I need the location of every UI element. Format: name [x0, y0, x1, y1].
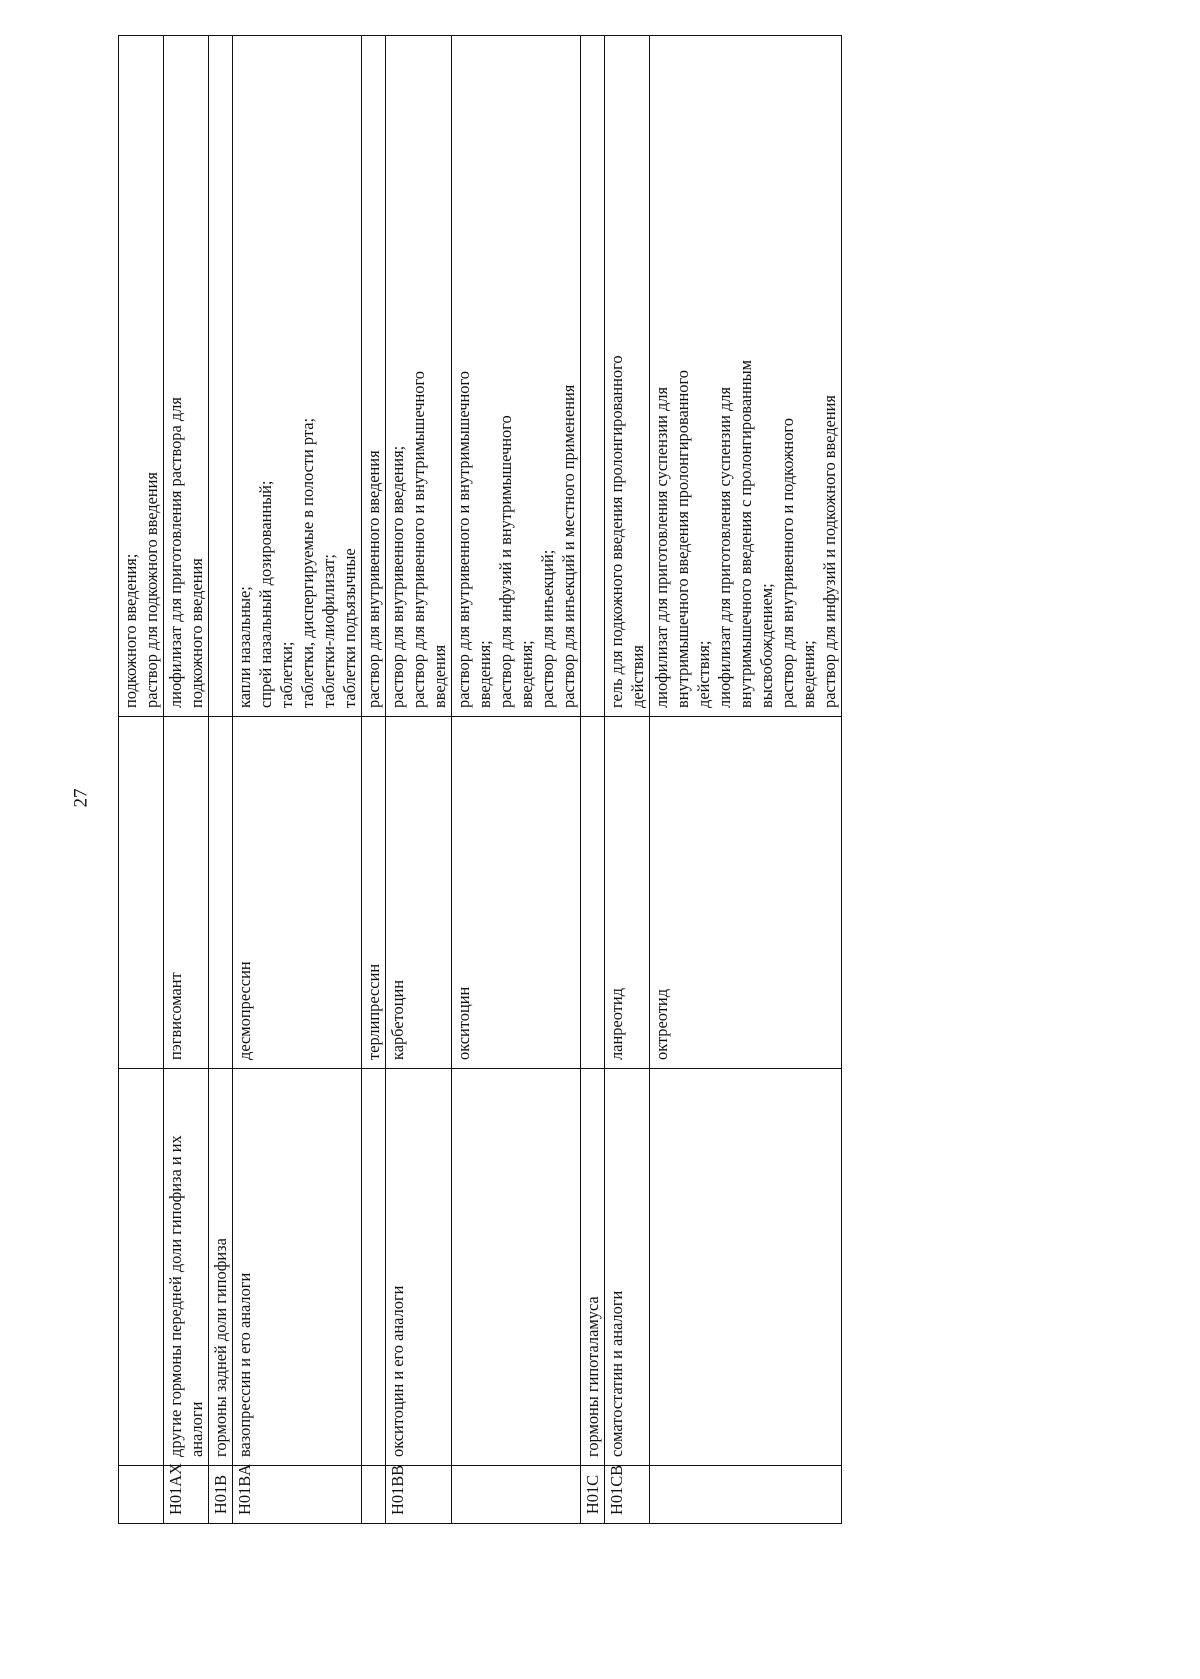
- medications-table: [118, 35, 842, 1524]
- drug-name-cell: окситоцин: [452, 717, 581, 1069]
- dosage-form-line: раствор для подкожного введения: [142, 472, 161, 708]
- rotated-table-sheet: [118, 36, 1046, 1524]
- dosage-form-line: внутримышечного введения пролонгированного: [673, 370, 692, 708]
- dosage-forms-cell: [164, 36, 209, 717]
- atc-code-cell: [650, 1466, 842, 1524]
- drug-name-cell: [209, 717, 233, 1069]
- table-row: [581, 36, 605, 1524]
- dosage-forms-cell: [650, 36, 842, 717]
- dosage-form-line: спрей назальный дозированный;: [256, 480, 275, 708]
- atc-code-cell: [362, 1466, 386, 1524]
- dosage-form-line: гель для подкожного введения пролонгированного: [607, 355, 626, 708]
- drug-name-cell: [581, 717, 605, 1069]
- dosage-forms-cell: [452, 36, 581, 717]
- table-row: [650, 36, 842, 1524]
- dosage-form-line: раствор для инфузий и внутримышечного: [496, 415, 515, 708]
- atc-code-cell: H01C: [581, 1466, 605, 1524]
- dosage-form-line: таблетки, диспергируемые в полости рта;: [298, 417, 317, 708]
- table-row: [233, 36, 362, 1524]
- table-row: [362, 36, 386, 1524]
- drug-name-cell: карбетоцин: [386, 717, 452, 1069]
- dosage-form-line: лиофилизат для приготовления раствора для: [166, 397, 185, 708]
- dosage-form-line: действия: [628, 645, 647, 708]
- atc-code-cell: H01BA: [233, 1466, 362, 1524]
- dosage-form-line: раствор для внутривенного введения;: [388, 445, 407, 708]
- dosage-form-line: таблетки;: [277, 641, 296, 708]
- drug-name-cell: [119, 717, 164, 1069]
- drug-name-cell: октреотид: [650, 717, 842, 1069]
- table-row: [452, 36, 581, 1524]
- table-row: [605, 36, 650, 1524]
- dosage-form-line: раствор для инъекций;: [538, 549, 557, 708]
- dosage-forms-cell: [119, 36, 164, 717]
- drug-name-cell: десмопрессин: [233, 717, 362, 1069]
- dosage-forms-cell: [581, 36, 605, 717]
- dosage-form-line: внутримышечного введения с пролонгированным: [736, 359, 755, 708]
- dosage-forms-cell: [233, 36, 362, 717]
- dosage-form-line: введения;: [475, 640, 494, 708]
- atc-code-cell: H01B: [209, 1466, 233, 1524]
- group-name-cell: окситоцин и его аналоги: [386, 1069, 452, 1466]
- atc-code-cell: [452, 1466, 581, 1524]
- group-name-cell: [650, 1069, 842, 1466]
- table-row: [209, 36, 233, 1524]
- group-name-cell: гормоны задней доли гипофиза: [209, 1069, 233, 1466]
- dosage-forms-cell: [605, 36, 650, 717]
- drug-name-cell: ланреотид: [605, 717, 650, 1069]
- dosage-forms-cell: [362, 36, 386, 717]
- dosage-form-line: раствор для внутривенного и подкожного: [778, 418, 797, 708]
- drug-name-cell: терлипрессин: [362, 717, 386, 1069]
- page-number: 27: [70, 788, 92, 808]
- dosage-form-line: введения: [430, 644, 449, 708]
- dosage-form-line: раствор для внутривенного и внутримышечного: [409, 371, 428, 708]
- dosage-form-line: таблетки-лиофилизат;: [319, 554, 338, 708]
- dosage-form-line: капли назальные;: [235, 586, 254, 708]
- group-name-cell: [452, 1069, 581, 1466]
- group-name-cell: гормоны гипоталамуса: [581, 1069, 605, 1466]
- dosage-form-line: подкожного введения;: [121, 553, 140, 708]
- table-row: [164, 36, 209, 1524]
- dosage-form-line: раствор для внутривенного и внутримышечного: [454, 371, 473, 708]
- table-row: [119, 36, 164, 1524]
- table-row: [386, 36, 452, 1524]
- dosage-form-line: раствор для инъекций и местного применения: [559, 384, 578, 708]
- atc-code-cell: H01CB: [605, 1466, 650, 1524]
- dosage-form-line: высвобождением;: [757, 583, 776, 708]
- dosage-form-line: введения;: [799, 640, 818, 708]
- atc-code-cell: [119, 1466, 164, 1524]
- group-name-cell: вазопрессин и его аналоги: [233, 1069, 362, 1466]
- dosage-form-line: введения;: [517, 640, 536, 708]
- group-name-cell: соматостатин и аналоги: [605, 1069, 650, 1466]
- drug-name-cell: пэгвисомант: [164, 717, 209, 1069]
- group-name-cell: [119, 1069, 164, 1466]
- atc-code-cell: H01BB: [386, 1466, 452, 1524]
- dosage-form-line: действия;: [694, 640, 713, 708]
- group-name-cell: другие гормоны передней доли гипофиза и их аналоги: [164, 1069, 209, 1466]
- atc-code-cell: H01AX: [164, 1466, 209, 1524]
- dosage-form-line: лиофилизат для приготовления суспензии для: [715, 386, 734, 708]
- dosage-form-line: таблетки подъязычные: [340, 548, 359, 708]
- table-body: [119, 36, 842, 1524]
- group-name-cell: [362, 1069, 386, 1466]
- dosage-form-line: лиофилизат для приготовления суспензии для: [652, 386, 671, 708]
- dosage-form-line: подкожного введения: [187, 558, 206, 708]
- dosage-form-line: раствор для внутривенного введения: [364, 450, 383, 708]
- dosage-form-line: раствор для инфузий и подкожного введения: [820, 395, 839, 708]
- dosage-forms-cell: [386, 36, 452, 717]
- dosage-forms-cell: [209, 36, 233, 717]
